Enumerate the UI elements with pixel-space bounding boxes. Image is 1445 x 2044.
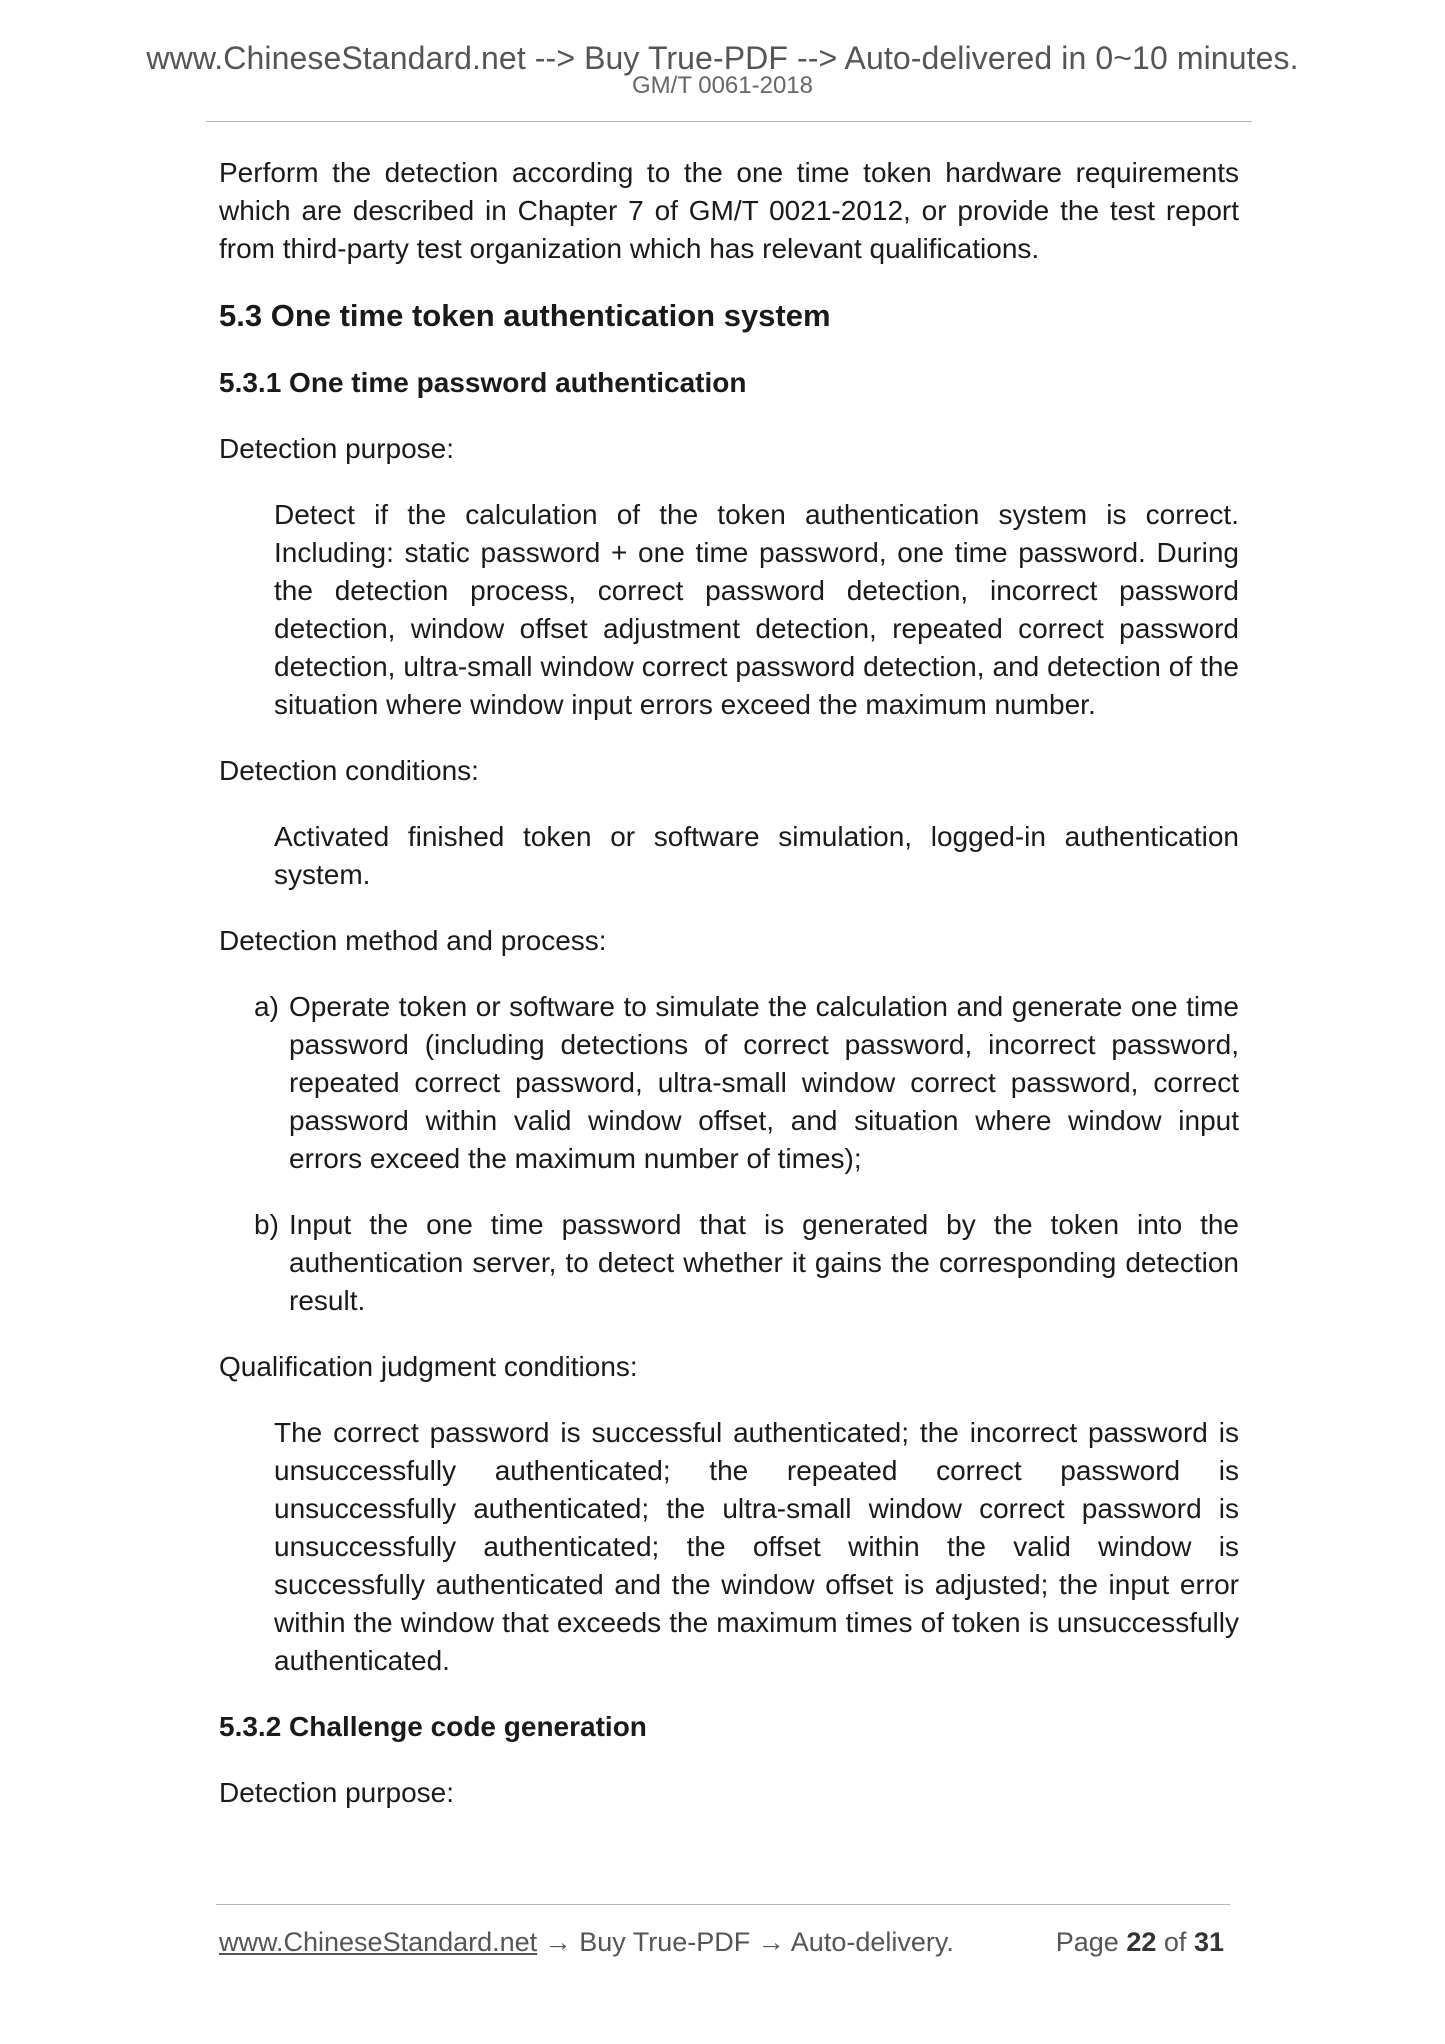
- list-item-text: Operate token or software to simulate the calculation and generate one time password (including detections of correct password, incorrect password, repeated correct password, ultra-small window correct password, correct password within valid window offset, and situation where window input errors exceed the maximum number of times);: [289, 991, 1239, 1174]
- page-word: Page: [1055, 1927, 1119, 1957]
- method-list: [254, 988, 1239, 1320]
- purpose-label: Detection purpose:: [219, 433, 455, 464]
- page-indicator: [1056, 1925, 1224, 1959]
- section-5-3-1-heading: 5.3.1 One time password authentication: [219, 367, 747, 398]
- footer-divider: [216, 1904, 1230, 1905]
- list-marker: b): [254, 1209, 279, 1240]
- footer-site-link[interactable]: www.ChineseStandard.net: [219, 1927, 538, 1957]
- list-item: [254, 988, 1239, 1178]
- list-item-text: Input the one time password that is generated by the token into the authentication server, to detect whether it gains the corresponding detection result.: [289, 1209, 1239, 1316]
- method-label: Detection method and process:: [219, 925, 607, 956]
- header-banner[interactable]: www.ChineseStandard.net --> Buy True-PDF --> Auto-delivered in 0~10 minutes.: [146, 40, 1299, 76]
- judgment-text: The correct password is successful authenticated; the incorrect password is unsuccessfully authenticated; the repeated correct password is unsuccessfully authenticated; the ultra-small window correct password is unsuccessfully authenticated; the offset within the valid window is successfully authenticated and the window offset is adjusted; the input error within the window that exceeds the maximum times of token is unsuccessfully authenticated.: [274, 1417, 1239, 1676]
- arrow-icon: →: [757, 1927, 785, 1957]
- page-current: 22: [1126, 1927, 1157, 1957]
- list-item: [254, 1206, 1239, 1320]
- conditions-text: Activated finished token or software simulation, logged-in authentication system.: [274, 821, 1239, 890]
- section-5-3-2-heading: 5.3.2 Challenge code generation: [219, 1711, 647, 1742]
- footer-delivery-text: Auto-delivery.: [790, 1927, 954, 1957]
- purpose-label-2: Detection purpose:: [219, 1777, 455, 1808]
- intro-paragraph: Perform the detection according to the one time token hardware requirements which are described in Chapter 7 of GM/T 0021-2012, or provide the test report from third-party test organization which has relevant qualifications.: [219, 157, 1239, 264]
- conditions-label: Detection conditions:: [219, 755, 479, 786]
- standard-number: GM/T 0061-2018: [632, 72, 813, 99]
- footer-buy-text: Buy True-PDF: [579, 1927, 751, 1957]
- purpose-text: Detect if the calculation of the token authentication system is correct. Including: static password + one time password, one time password. During the detection process, correct password detection, incorrect password detection, window offset adjustment detection, repeated correct password detection, ultra-small window correct password detection, and detection of the situation where window input errors exceed the maximum number.: [274, 499, 1239, 720]
- list-marker: a): [254, 991, 279, 1022]
- header-divider: [206, 121, 1252, 122]
- page-total: 31: [1193, 1927, 1224, 1957]
- arrow-icon: →: [544, 1927, 572, 1957]
- judgment-label: Qualification judgment conditions:: [219, 1351, 638, 1382]
- section-5-3-heading: 5.3 One time token authentication system: [219, 298, 831, 333]
- footer-links: [219, 1925, 954, 1959]
- page-content: [219, 154, 1239, 1812]
- of-word: of: [1163, 1927, 1187, 1957]
